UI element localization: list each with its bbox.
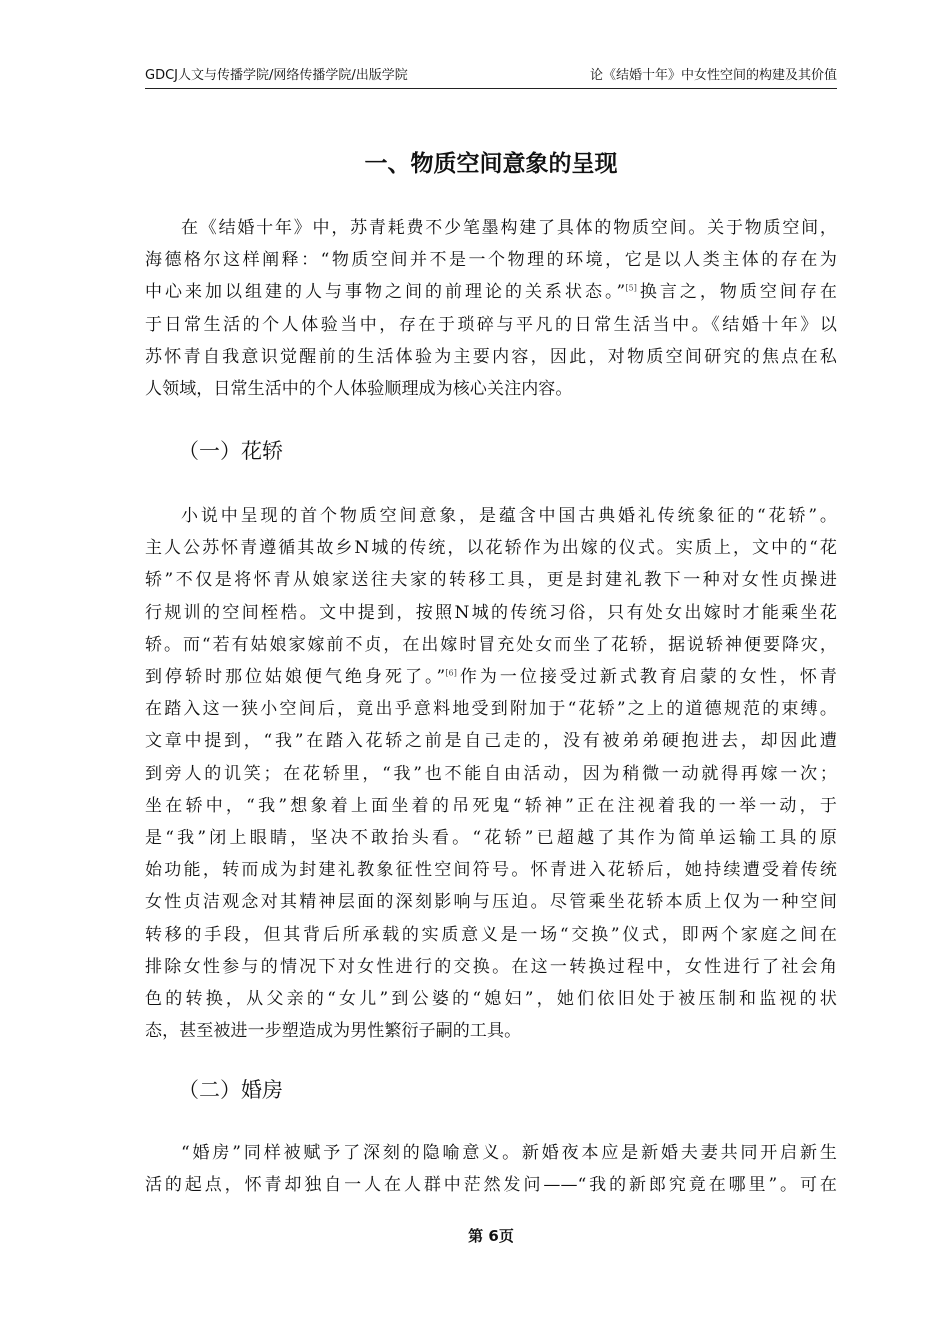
page-header [145,66,837,89]
subsection-title-bridal-chamber: （二）婚房 [178,1078,283,1102]
text-line: 是“我”闭上眼睛，坚决不敢抬头看。“花轿”已超越了其作为简单运输工具的原 [145,828,837,849]
text-line: 轿”不仅是将怀青从娘家送往夫家的转移工具，更是封建礼教下一种对女性贞操进 [145,570,837,591]
header-institution: GDCJ人文与传播学院/网络传播学院/出版学院 [145,68,408,83]
sedan-paragraph [145,500,837,1047]
text-line: “婚房”同样被赋予了深刻的隐喻意义。新婚夜本应是新婚夫妻共同开启新生 [181,1143,837,1163]
citation-ref: [6] [445,668,457,678]
text-line: 在《结婚十年》中，苏青耗费不少笔墨构建了具体的物质空间。关于物质空间， [181,218,837,238]
text-line: 态，甚至被进一步塑造成为男性繁衍子嗣的工具。 [145,1021,522,1042]
text-line [145,661,837,693]
intro-paragraph [145,212,837,405]
text-segment: 换言之，物质空间存在 [636,282,838,303]
text-line: 女性贞洁观念对其精神层面的深刻影响与压迫。尽管乘坐花轿本质上仅为一种空间 [145,892,837,913]
text-line: 色的转换，从父亲的“女儿”到公婆的“媳妇”，她们依旧处于被压制和监视的状 [145,989,837,1010]
text-line: 行规训的空间桎梏。文中提到，按照N城的传统习俗，只有处女出嫁时才能乘坐花 [145,602,837,623]
text-line: 排除女性参与的情况下对女性进行的交换。在这一转换过程中，女性进行了社会角 [145,956,837,977]
text-line: 海德格尔这样阐释：“物质空间并不是一个物理的环境，它是以人类主体的存在为 [145,250,837,271]
text-line: 到旁人的讥笑；在花轿里，“我”也不能自由活动，因为稍微一动就得再嫁一次； [145,763,837,784]
text-line: 坐在轿中，“我”想象着上面坐着的吊死鬼“轿神”正在注视着我的一举一动，于 [145,795,837,816]
citation-ref: [5] [625,283,637,293]
text-segment: 中心来加以组建的人与事物之间的前理论的关系状态。” [145,282,626,303]
text-segment: 到停轿时那位姑娘便气绝身死了。” [145,667,446,688]
text-line: 文章中提到，“我”在踏入花轿之前是自己走的，没有被弟弟硬抱进去，却因此遭 [145,731,837,752]
section-title: 一、物质空间意象的呈现 [364,151,618,177]
text-line: 活的起点，怀青却独自一人在人群中茫然发问——“我的新郎究竟在哪里”。可在 [145,1175,837,1196]
text-line: 始功能，转而成为封建礼教象征性空间符号。怀青进入花轿后，她持续遭受着传统 [145,860,837,881]
text-line: 转移的手段，但其背后所承载的实质意义是一场“交换”仪式，即两个家庭之间在 [145,924,837,945]
text-line: 在踏入这一狭小空间后，竟出乎意料地受到附加于“花轿”之上的道德规范的束缚。 [145,699,837,720]
text-line: 于日常生活的个人体验当中，存在于琐碎与平凡的日常生活当中。《结婚十年》以 [145,314,837,335]
text-line [145,276,837,308]
text-segment: 作为一位接受过新式教育启蒙的女性，怀青 [456,667,837,688]
text-line: 主人公苏怀青遵循其故乡N城的传统，以花轿作为出嫁的仪式。实质上，文中的“花 [145,538,837,559]
text-line: 轿。而“若有姑娘家嫁前不贞，在出嫁时冒充处女而坐了花轿，据说轿神便要降灾， [145,634,837,655]
text-line: 小说中呈现的首个物质空间意象，是蕴含中国古典婚礼传统象征的“花轿”。 [181,506,837,526]
page-number: 第 6页 [468,1227,514,1245]
text-line: 苏怀青自我意识觉醒前的生活体验为主要内容，因此，对物质空间研究的焦点在私 [145,346,837,367]
text-line: 人领域，日常生活中的个人体验顺理成为核心关注内容。 [145,379,573,400]
header-paper-title: 论《结婚十年》中女性空间的构建及其价值 [589,68,837,83]
subsection-title-sedan: （一）花轿 [178,439,283,463]
bridal-chamber-paragraph [145,1137,837,1201]
